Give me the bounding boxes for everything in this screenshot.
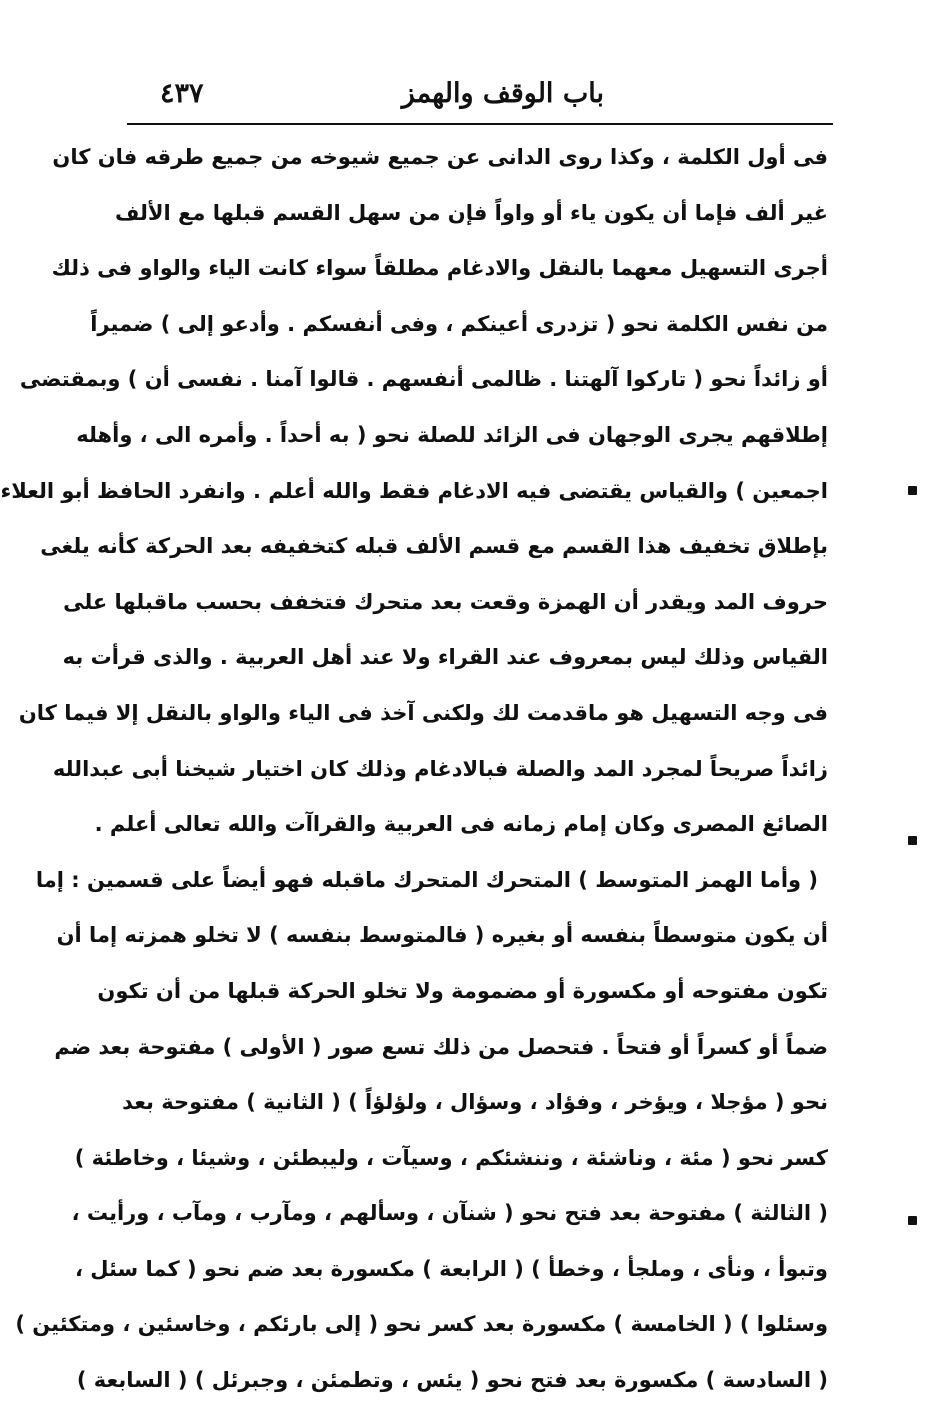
text-line: إطلاقهم يجرى الوجهان فى الزائد للصلة نحو ( به أحداً . وأمره الى ، وأهله	[76, 422, 828, 447]
text-line: ( السادسة ) مكسورة بعد فتح نحو ( يئس ، وتطمئن ، وجبرئل ) ( السابعة )	[76, 1368, 828, 1393]
text-line: حروف المد ويقدر أن الهمزة وقعت بعد متحرك فتخفف بحسب ماقبلها على	[63, 589, 828, 614]
text-line: أجرى التسهيل معهما بالنقل والادغام مطلقاً سواء كانت الياء والواو فى ذلك	[51, 256, 828, 281]
text-line: بإطلاق تخفيف هذا القسم مع قسم الألف قبله كتخفيفه بعد الحركة كأنه يلغى	[40, 534, 828, 559]
text-line: اجمعين ) والقياس يقتضى فيه الادغام فقط والله أعلم . وانفرد الحافظ أبو العلاء	[0, 478, 828, 503]
page-header	[120, 72, 832, 120]
text-line: تكون مفتوحه أو مكسورة أو مضمومة ولا تخلو الحركة قبلها من أن تكون	[97, 978, 828, 1003]
text-line: فى وجه التسهيل هو ماقدمت لك ولكنى آخذ فى الياء والواو بالنقل إلا فيما كان	[18, 700, 828, 725]
text-line: ( الثالثة ) مفتوحة بعد فتح نحو ( شنآن ، وسألهم ، ومآرب ، ومآب ، ورأيت ،	[71, 1201, 828, 1226]
margin-mark	[908, 1216, 917, 1225]
text-line: ضماً أو كسراً أو فتحاً . فتحصل من ذلك تسع صور ( الأولى ) مفتوحة بعد ضم	[54, 1034, 828, 1059]
text-line: أن يكون متوسطاً بنفسه أو بغيره ( فالمتوسط بنفسه ) لا تخلو همزته إما أن	[56, 923, 828, 948]
text-line: فى أول الكلمة ، وكذا روى الدانى عن جميع شيوخه من جميع طرقه فان كان	[52, 145, 828, 169]
text-line: أو زائداً نحو ( تاركوا آلهتنا . ظالمى أنفسهم . قالوا آمنا . نفسى أن ) وبمقتضى	[19, 367, 828, 392]
margin-mark	[908, 486, 917, 495]
text-line: وتبوأ ، ونأى ، وملجأ ، وخطأ ) ( الرابعة ) مكسورة بعد ضم نحو ( كما سئل ،	[74, 1256, 828, 1281]
text-line: الصائغ المصرى وكان إمام زمانه فى العربية والقراآت والله تعالى أعلم .	[94, 812, 828, 837]
header-rule	[127, 123, 833, 125]
running-title: باب الوقف والهمز	[401, 78, 604, 109]
body-text	[0, 130, 828, 1409]
margin-mark	[908, 836, 917, 845]
text-line: القياس وذلك ليس بمعروف عند القراء ولا عند أهل العربية . والذى قرأت به	[62, 645, 828, 670]
text-line: وسئلوا ) ( الخامسة ) مكسورة بعد كسر نحو ( إلى بارئكم ، وخاسئين ، ومتكئين )	[15, 1312, 828, 1337]
text-line: كسر نحو ( مئة ، وناشئة ، وننشئكم ، وسيآت ، وليبطئن ، وشيئا ، وخاطئة )	[74, 1145, 828, 1170]
text-line: ( وأما الهمز المتوسط ) المتحرك المتحرك ماقبله فهو أيضاً على قسمين : إما	[35, 867, 818, 892]
text-line: نحو ( مؤجلا ، ويؤخر ، وفؤاد ، وسؤال ، ولؤلؤاً ) ( الثانية ) مفتوحة بعد	[122, 1090, 828, 1115]
text-line: غير ألف فإما أن يكون ياء أو واواً فإن من سهل القسم قبلها مع الألف	[115, 200, 828, 225]
text-line: من نفس الكلمة نحو ( تزدرى أعينكم ، وفى أنفسكم . وأدعو إلى ) ضميراً	[90, 311, 828, 336]
text-line: زائداً صريحاً لمجرد المد والصلة فبالادغام وذلك كان اختيار شيخنا أبى عبدالله	[52, 756, 828, 781]
page-number: ٤٣٧	[160, 78, 204, 109]
